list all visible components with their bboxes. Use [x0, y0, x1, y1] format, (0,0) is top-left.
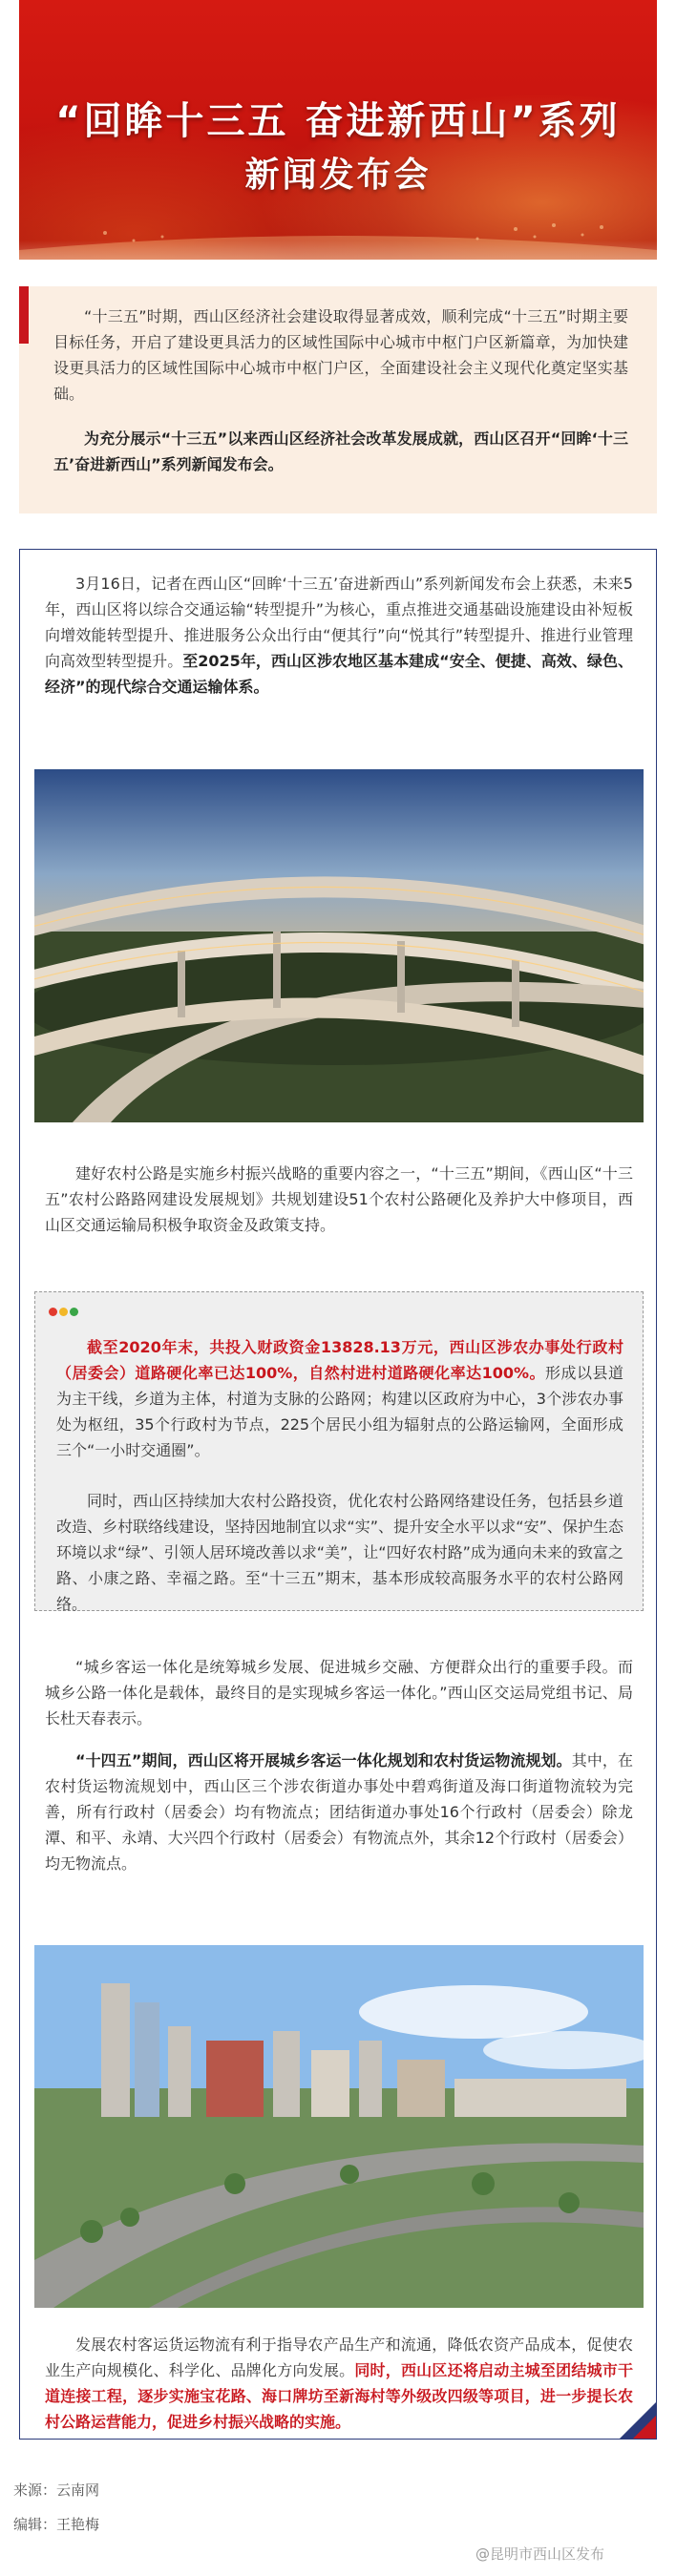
traffic-light-icon — [49, 1302, 80, 1320]
paragraph-1-bold: 至2025年，西山区涉农地区基本建成“安全、便捷、高效、绿色、经济”的现代综合交通运输体系。 — [45, 652, 633, 696]
article-frame — [19, 549, 657, 2440]
paragraph-4-text: 其中，在农村货运物流规划中，西山区三个涉农街道办事处中碧鸡街道及海口街道物流较为完善，所有行政村（居委会）均有物流点；团结街道办事处16个行政村（居委会）除龙潭、和平、永靖、大兴四个行政村（居委会）有物流点外，其余12个行政村（居委会）均无物流点。 — [45, 1751, 633, 1873]
source-label: 来源：云南网 — [13, 2482, 100, 2499]
article-paragraph-5 — [45, 2332, 633, 2435]
article-paragraph-4 — [45, 1748, 633, 1876]
paragraph-5-text: 发展农村客运货运物流有利于指导农产品生产和流通，降低农资产品成本，促使农业生产向规模化、科学化、品牌化方向发展。 — [45, 2335, 633, 2379]
header-banner — [19, 0, 657, 260]
paragraph-1-text: 3月16日，记者在西山区“回眸‘十三五’奋进新西山”系列新闻发布会上获悉，未来5年，西山区将以综合交通运输“转型提升”为核心，重点推进交通基础设施建设由补短板向增效能转型提升、推进服务公众出行由“便其行”向“悦其行”转型提升、推进行业管理向高效型转型提升。 — [45, 575, 633, 670]
paragraph-2-text: 建好农村公路是实施乡村振兴战略的重要内容之一，“十三五”期间，《西山区“十三五”农村公路路网建设发展规划》共规划建设51个农村公路硬化及养护大中修项目，西山区交通运输局积极争取资金及政策支持。 — [45, 1164, 633, 1234]
city-aerial-illustration — [34, 1945, 644, 2308]
editor-label: 编辑：王艳梅 — [13, 2516, 100, 2533]
note-paragraph-2: 同时，西山区持续加大农村公路投资，优化农村公路网络建设任务，包括县乡道改造、乡村联络线建设，坚持因地制宜以求“实”、提升安全水平以求“安”、保护生态环境以求“绿”、引领人居环境改善以求“美”，让“四好农村路”成为通向未来的致富之路、小康之路、幸福之路。至“十三五”期末，基本形成较高服务水平的农村公路网络。 — [56, 1492, 623, 1613]
intro-paragraph-2: 为充分展示“十三五”以来西山区经济社会改革发展成就，西山区召开“回眸‘十三五’奋进新西山”系列新闻发布会。 — [53, 429, 628, 473]
paragraph-4-bold: “十四五”期间，西山区将开展城乡客运一体化规划和农村货运物流规划。 — [75, 1751, 572, 1770]
intro-box — [19, 286, 657, 513]
paragraph-3-text: “城乡客运一体化是统筹城乡发展、促进城乡交融、方便群众出行的重要手段。而城乡公路一体化是载体，最终目的是实现城乡客运一体化。”西山区交运局党组书记、局长杜天春表示。 — [45, 1658, 633, 1728]
article-paragraph-2 — [45, 1161, 633, 1238]
city-aerial-photo — [34, 1945, 644, 2308]
overpass-photo — [34, 769, 644, 1122]
intro-accent-bar — [19, 286, 29, 344]
highlight-note-box — [34, 1291, 644, 1611]
paragraph-5-red: 同时，西山区还将启动主城至团结城市干道连接工程，逐步实施宝花路、海口牌坊至新海村等外级改四级等项目，进一步提长农村公路运营能力，促进乡村振兴战略的实施。 — [45, 2361, 633, 2431]
banner-title-line2: 新闻发布会 — [244, 156, 432, 195]
banner-title-line1: “回眸十三五 奋进新西山”系列 — [55, 99, 621, 143]
corner-triangle-icon — [620, 2402, 656, 2439]
note-paragraph-1-red: 截至2020年末，共投入财政资金13828.13万元，西山区涉农办事处行政村（居委会）道路硬化率已达100%，自然村进村道路硬化率达100%。 — [56, 1338, 623, 1382]
article-paragraph-1 — [45, 571, 633, 700]
article-paragraph-3 — [45, 1654, 633, 1731]
overpass-illustration — [34, 769, 644, 1122]
note-paragraph-1-text: 形成以县道为主干线，乡道为主体，村道为支脉的公路网；构建以区政府为中心，3个涉农办事处为枢纽，35个行政村为节点，225个居民小组为辐射点的公路运输网，全面形成三个“一小时交通圈”。 — [56, 1364, 623, 1459]
watermark-text: @昆明市西山区发布 — [475, 2545, 605, 2563]
intro-paragraph-1: “十三五”时期，西山区经济社会建设取得显著成效，顺利完成“十三五”时期主要目标任务，开启了建设更具活力的区域性国际中心城市中枢门户区新篇章，为加快建设更具活力的区域性国际中心城市中枢门户区，全面建设社会主义现代化奠定坚实基础。 — [53, 307, 628, 403]
